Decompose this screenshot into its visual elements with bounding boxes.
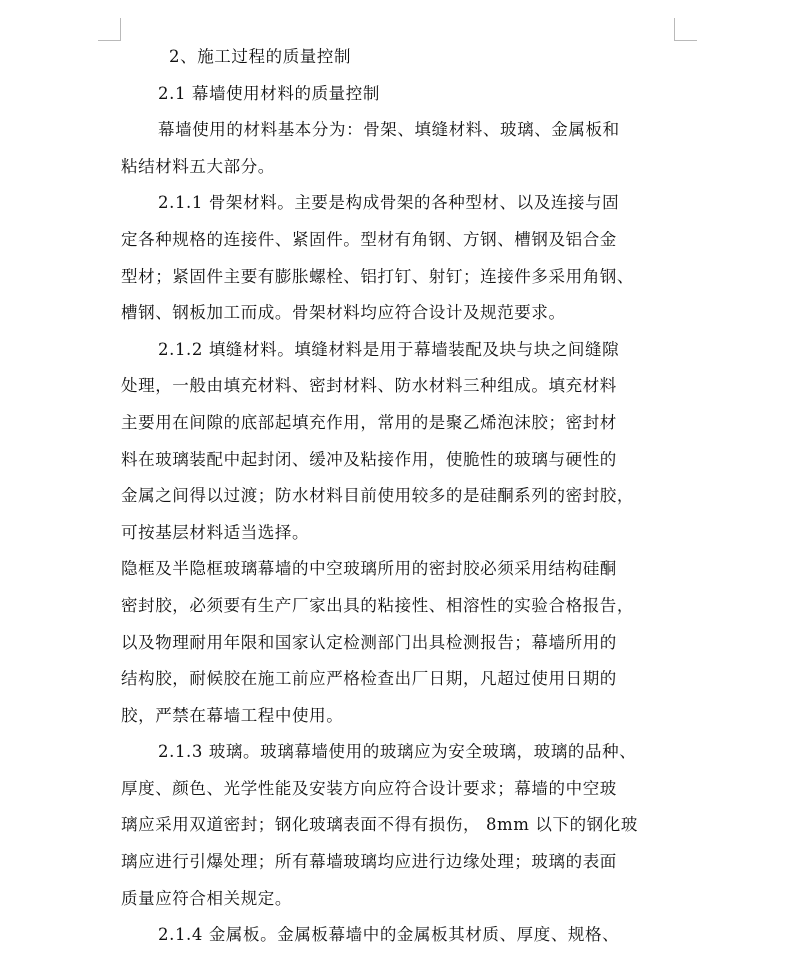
paragraph-line: 质量应符合相关规定。 — [121, 888, 292, 908]
paragraph-line: 型材；紧固件主要有膨胀螺栓、铝打钉、射钉；连接件多采用角钢、 — [121, 266, 634, 286]
paragraph-line: 2.1.1 骨架材料。主要是构成骨架的各种型材、以及连接与固 — [158, 193, 620, 213]
paragraph-line: 2.1.3 玻璃。玻璃幕墙使用的玻璃应为安全玻璃，玻璃的品种、 — [158, 742, 637, 762]
document-body — [121, 39, 669, 954]
paragraph-line: 槽钢、钢板加工而成。骨架材料均应符合设计及规范要求。 — [121, 303, 566, 323]
paragraph-line: 金属之间得以过渡；防水材料目前使用较多的是硅酮系列的密封胶， — [121, 486, 634, 506]
paragraph-line: 粘结材料五大部分。 — [121, 156, 275, 176]
paragraph-line: 胶，严禁在幕墙工程中使用。 — [121, 705, 344, 725]
paragraph-line: 璃应采用双道密封；钢化玻璃表面不得有损伤， 8mm 以下的钢化玻 — [121, 815, 638, 835]
crop-mark-top-left — [98, 18, 121, 41]
paragraph-line: 璃应进行引爆处理；所有幕墙玻璃均应进行边缘处理；玻璃的表面 — [121, 852, 617, 872]
paragraph-line: 结构胶，耐候胶在施工前应严格检查出厂日期，凡超过使用日期的 — [121, 669, 617, 689]
paragraph-line: 隐框及半隐框玻璃幕墙的中空玻璃所用的密封胶必须采用结构硅酮 — [121, 559, 617, 579]
paragraph-line: 密封胶，必须要有生产厂家出具的粘接性、相溶性的实验合格报告， — [121, 595, 634, 615]
paragraph-line: 幕墙使用的材料基本分为：骨架、填缝材料、玻璃、金属板和 — [158, 120, 620, 140]
heading-construction-quality: 2、施工过程的质量控制 — [169, 47, 352, 66]
heading-material-quality: 2.1 幕墙使用材料的质量控制 — [158, 83, 380, 103]
paragraph-line: 以及物理耐用年限和国家认定检测部门出具检测报告；幕墙所用的 — [121, 632, 617, 652]
paragraph-line: 定各种规格的连接件、紧固件。型材有角钢、方钢、槽钢及铝合金 — [121, 229, 617, 249]
paragraph-line: 厚度、颜色、光学性能及安装方向应符合设计要求；幕墙的中空玻 — [121, 778, 617, 798]
crop-mark-top-right — [674, 18, 697, 41]
paragraph-line: 2.1.2 填缝材料。填缝材料是用于幕墙装配及块与块之间缝隙 — [158, 339, 620, 359]
paragraph-line: 2.1.4 金属板。金属板幕墙中的金属板其材质、厚度、规格、 — [158, 925, 620, 945]
paragraph-line: 料在玻璃装配中起封闭、缓冲及粘接作用，使脆性的玻璃与硬性的 — [121, 449, 617, 469]
paragraph-line: 处理，一般由填充材料、密封材料、防水材料三种组成。填充材料 — [121, 376, 617, 396]
paragraph-line: 主要用在间隙的底部起填充作用，常用的是聚乙烯泡沫胶；密封材 — [121, 412, 617, 432]
paragraph-line: 可按基层材料适当选择。 — [121, 522, 310, 542]
